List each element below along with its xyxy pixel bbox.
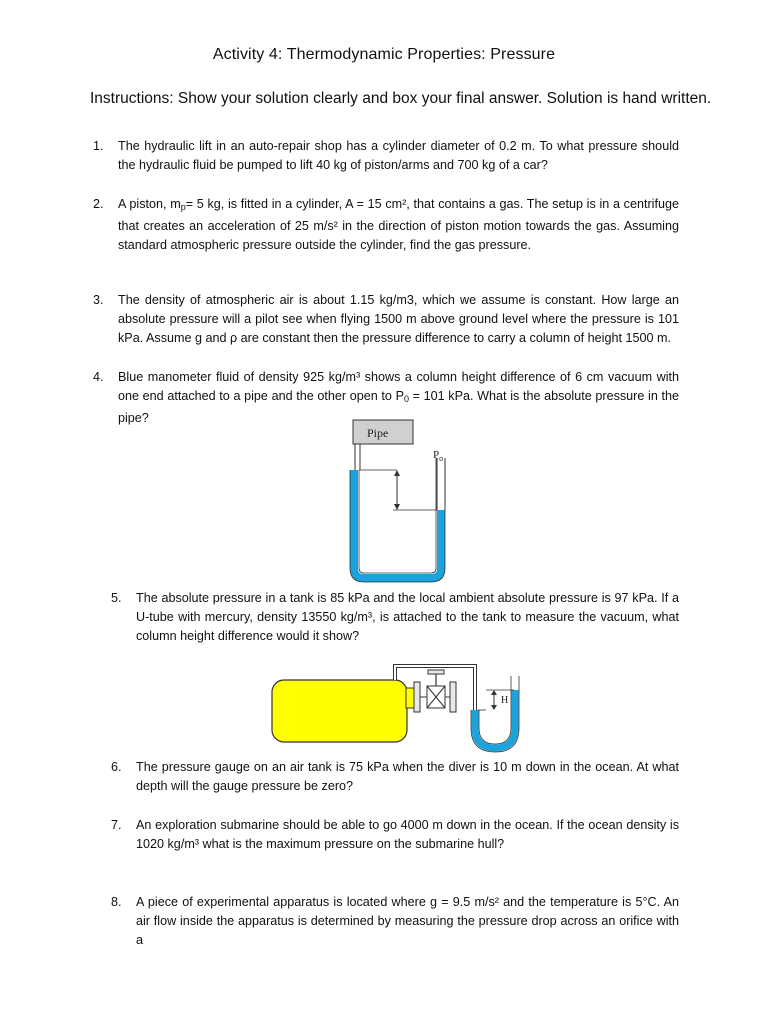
question-text: The pressure gauge on an air tank is 75 kPa when the diver is 10 m down in the ocean. At what depth will the gauge pressure be zero? [136, 760, 679, 793]
question-text: A piece of experimental apparatus is located where g = 9.5 m/s² and the temperature is 5°C. An air flow inside the apparatus is determined by measuring the pressure drop across an orifice with a [136, 895, 679, 947]
question-3 [93, 291, 679, 348]
question-number: 2. [93, 197, 104, 211]
question-number: 6. [111, 760, 122, 774]
question-number: 5. [111, 591, 122, 605]
manometer-diagram [345, 418, 455, 584]
instructions: Instructions: Show your solution clearly and box your final answer. Solution is hand written. [90, 90, 712, 107]
tank [272, 680, 407, 742]
question-6 [111, 758, 679, 796]
utube-fluid [475, 690, 515, 748]
pipe-label: Pipe [367, 426, 389, 440]
question-1 [93, 137, 679, 175]
tank-utube-diagram [270, 660, 540, 755]
question-text: Blue manometer fluid of density 925 kg/m³ shows a column height difference of 6 cm vacuum with one end attached to a pipe and the other open to $P_0 = 101$ kPa. What is the absolute pressure in the pipe? [118, 370, 679, 425]
page-title: Activity 4: Thermodynamic Properties: Pressure [212, 46, 556, 63]
question-7 [111, 816, 679, 854]
question-number: 7. [111, 818, 122, 832]
question-number: 3. [93, 293, 104, 307]
p0-label: $P_o$ [433, 449, 444, 463]
question-text: The density of atmospheric air is about 1.15 kg/m3, which we assume is constant. How large an absolute pressure will a pilot see when flying 1500 m above ground level where the pressure is 101 kPa. Assume g and ρ are constant then the pressure difference to carry a column of height 1500 m. [118, 293, 679, 345]
h-label: H [501, 695, 509, 706]
question-number: 1. [93, 139, 104, 153]
question-number: 8. [111, 895, 122, 909]
question-text: An exploration submarine should be able to go 4000 m down in the ocean. If the ocean density is 1020 kg/m³ what is the maximum pressure on the submarine hull? [136, 818, 679, 851]
question-8 [111, 893, 679, 950]
question-text: The absolute pressure in a tank is 85 kPa and the local ambient absolute pressure is 97 kPa. If a U-tube with mercury, density 13550 kg/m³, is attached to the tank to measure the vacuum, what column height difference would it show? [136, 591, 679, 643]
question-text: A piston, $m_p= 5$ kg, is fitted in a cylinder, A = 15 cm², that contains a gas. The setup is in a centrifuge that creates an acceleration of 25 m/s² in the direction of piston motion towards the gas. Assuming standard atmospheric pressure outside the cylinder, find the gas pressure. [118, 197, 679, 252]
question-number: 4. [93, 370, 104, 384]
question-2 [93, 195, 679, 255]
question-text: The hydraulic lift in an auto-repair shop has a cylinder diameter of 0.2 m. To what pressure should the hydraulic fluid be pumped to lift 40 kg of piston/arms and 700 kg of a car? [118, 139, 679, 172]
question-5 [111, 589, 679, 646]
